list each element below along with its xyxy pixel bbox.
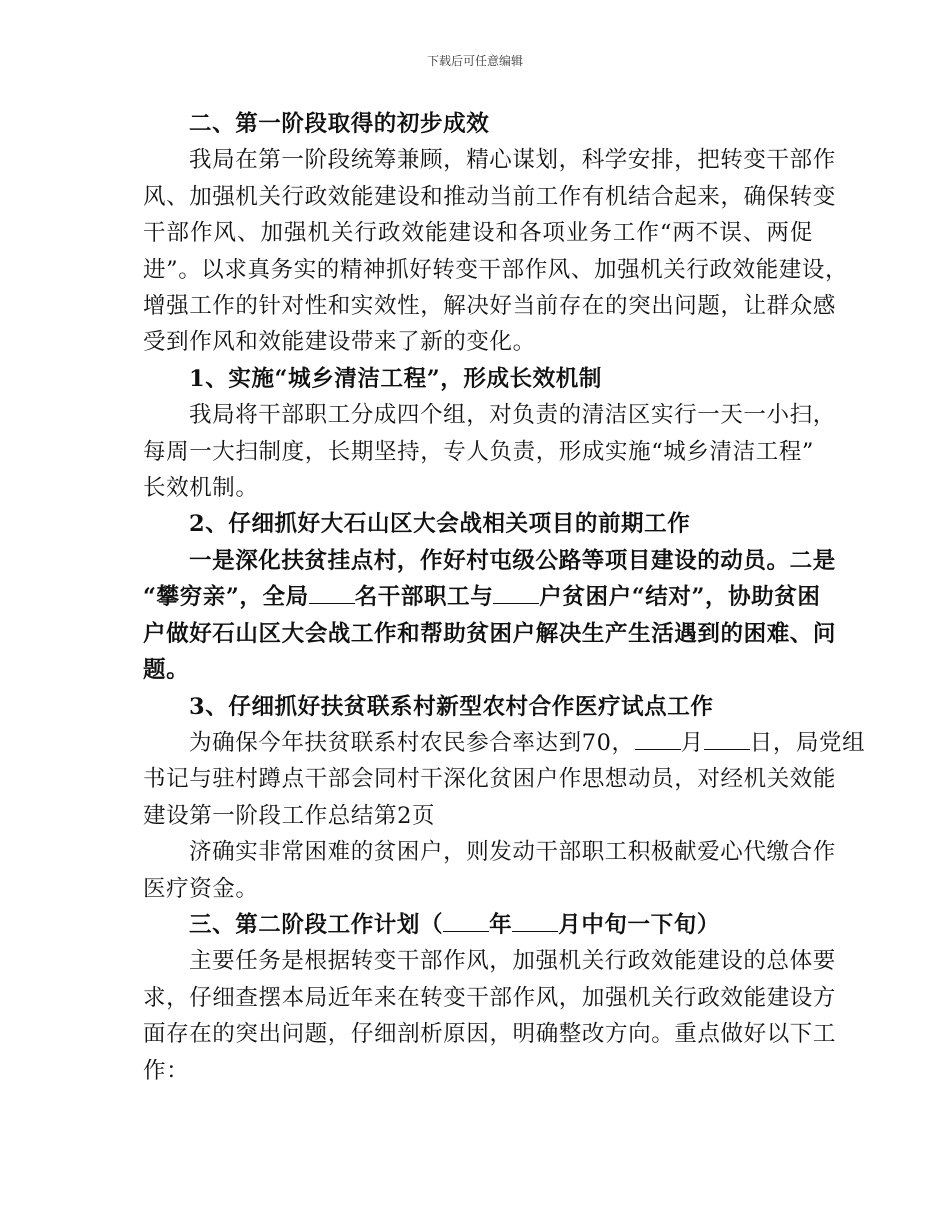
blank-fill-line (309, 583, 355, 604)
blank-fill-line (443, 911, 489, 932)
text-run: “攀穷亲”，全局 (143, 584, 309, 611)
paragraph-1 (143, 142, 849, 360)
paragraph-line: 受到作风和效能建设带来了新的变化。 (143, 329, 536, 356)
paragraph-line: 建设第一阶段工作总结第2页 (143, 802, 436, 829)
paragraph-line: 医疗资金。 (143, 875, 259, 902)
paragraph-2 (143, 397, 836, 506)
text-run: 为确保今年扶贫联系村农民参合率达到70， (189, 729, 635, 756)
section-heading-3 (143, 907, 813, 943)
paragraph-4 (143, 725, 866, 834)
text-run: 名干部职工与 (354, 584, 494, 611)
text-run: 月中旬一下旬） (558, 911, 720, 938)
paragraph-line: 题。 (143, 657, 190, 684)
paragraph-line: 干部作风、加强机关行政效能建设和各项业务工作“两不误、两促 (143, 220, 813, 247)
subheading-3: 3、仔细抓好扶贫联系村新型农村合作医疗试点工作 (189, 693, 714, 720)
paragraph-line: 一是深化扶贫挂点村，作好村屯级公路等项目建设的动员。二是 (189, 547, 836, 574)
paragraph-line: 书记与驻村蹲点干部会同村干深化贫困户作思想动员，对经机关效能 (143, 766, 837, 793)
subheading-2: 2、仔细抓好大石山区大会战相关项目的前期工作 (189, 511, 691, 538)
text-run: 月 (680, 729, 704, 756)
paragraph-line: 求，仔细查摆本局近年来在转变干部作风，加强机关行政效能建设方 (143, 984, 837, 1011)
blank-fill-line (493, 583, 539, 604)
paragraph-5 (143, 834, 836, 907)
document-body (143, 106, 866, 1089)
paragraph-6 (143, 943, 837, 1089)
paragraph-line: 长效机制。 (143, 475, 259, 502)
paragraph-line (143, 725, 866, 761)
blank-fill-line (635, 729, 681, 750)
blank-fill-line (704, 729, 750, 750)
blank-fill-line (512, 911, 558, 932)
paragraph-line: 每周一大扫制度，长期坚持，专人负责，形成实施“城乡清洁工程” (143, 438, 815, 465)
text-run: 户贫困户“结对”，协助贫困 (539, 584, 821, 611)
paragraph-line: 户做好石山区大会战工作和帮助贫困户解决生产生活遇到的困难、问 (143, 620, 837, 647)
paragraph-line: 济确实非常困难的贫困户，则发动干部职工积极献爱心代缴合作 (189, 839, 836, 866)
paragraph-line: 增强工作的针对性和实效性，解决好当前存在的突出问题，让群众感 (143, 293, 837, 320)
paragraph-line: 面存在的突出问题，仔细剖析原因，明确整改方向。重点做好以下工 (143, 1021, 837, 1048)
subheading-1: 1、实施“城乡清洁工程”，形成长效机制 (189, 365, 602, 392)
paragraph-line: 作： (143, 1057, 190, 1084)
paragraph-line: 我局将干部职工分成四个组，对负责的清洁区实行一天一小扫， (189, 402, 836, 429)
paragraph-line: 风、加强机关行政效能建设和推动当前工作有机结合起来，确保转变 (143, 183, 837, 210)
paragraph-line: 我局在第一阶段统筹兼顾，精心谋划，科学安排，把转变干部作 (189, 147, 836, 174)
paragraph-line: 主要任务是根据转变干部作风，加强机关行政效能建设的总体要 (189, 948, 836, 975)
text-run: 三、第二阶段工作计划（ (189, 911, 444, 938)
text-run: 日，局党组 (749, 729, 866, 756)
section-heading-2: 二、第一阶段取得的初步成效 (189, 111, 490, 137)
text-run: 年 (489, 911, 513, 938)
header-note: 下载后可任意编辑 (426, 54, 523, 68)
paragraph-3 (143, 543, 837, 689)
paragraph-line (143, 579, 821, 615)
paragraph-line: 进”。以求真务实的精神抓好转变干部作风、加强机关行政效能建设， (143, 256, 849, 283)
